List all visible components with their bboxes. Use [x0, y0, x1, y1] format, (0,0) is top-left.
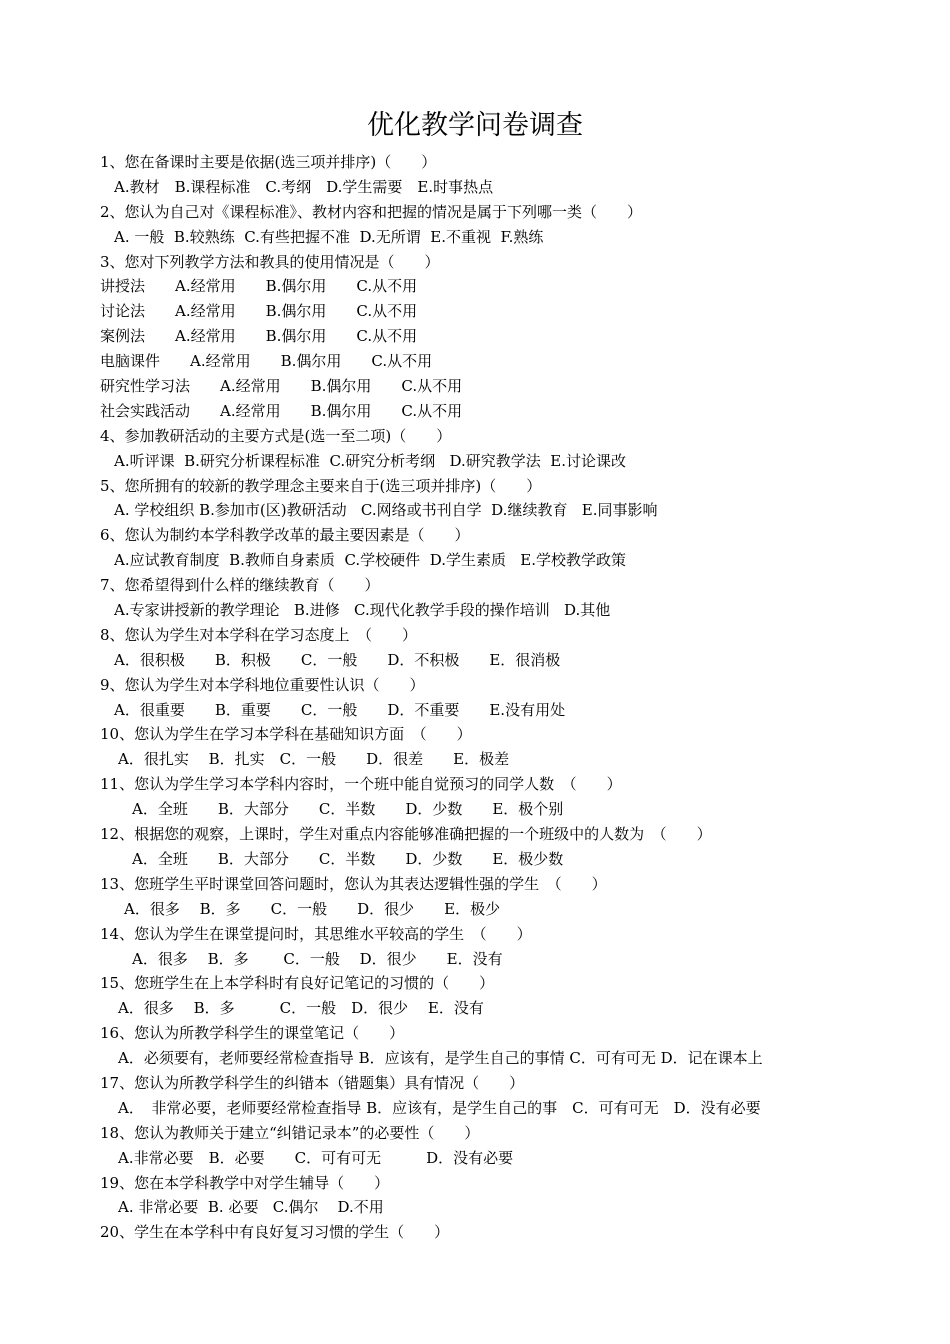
- question-text: 13、您班学生平时课堂回答问题时，您认为其表达逻辑性强的学生 （ ）: [100, 874, 607, 893]
- method-row: 研究性学习法 A.经常用 B.偶尔用 C.从不用: [100, 377, 463, 396]
- question-text: 1、您在备课时主要是依据(选三项并排序)（ ）: [100, 153, 437, 171]
- method-row: 案例法 A.经常用 B.偶尔用 C.从不用: [100, 327, 418, 346]
- question-text: 2、您认为自己对《课程标准》、教材内容和把握的情况是属于下列哪一类（ ）: [100, 202, 643, 221]
- question-text: 14、您认为学生在课堂提问时，其思维水平较高的学生 （ ）: [100, 924, 532, 943]
- answer-options: A．很多 B．多 C．一般 D．很少 E．极少: [124, 899, 501, 918]
- answer-options: A.应试教育制度 B.教师自身素质 C.学校硬件 D.学生素质 E.学校教学政策: [114, 551, 626, 570]
- answer-options: A.听评课 B.研究分析课程标准 C.研究分析考纲 D.研究教学法 E.讨论课改: [114, 451, 626, 470]
- answer-options: A.非常必要 B．必要 C．可有可无 D．没有必要: [118, 1148, 514, 1167]
- question-text: 17、您认为所教学科学生的纠错本（错题集）具有情况（ ）: [100, 1073, 525, 1092]
- page-title: 优化教学问卷调查: [367, 110, 583, 141]
- method-row: 讨论法 A.经常用 B.偶尔用 C.从不用: [100, 302, 418, 321]
- answer-options: A．很扎实 B．扎实 C．一般 D．很差 E．极差: [118, 750, 510, 769]
- question-text: 18、您认为教师关于建立“纠错记录本”的必要性（ ）: [100, 1123, 480, 1142]
- question-text: 3、您对下列教学方法和教具的使用情况是（ ）: [100, 252, 440, 271]
- question-text: 12、根据您的观察，上课时，学生对重点内容能够准确把握的一个班级中的人数为 （ ）: [100, 825, 712, 844]
- method-row: 电脑课件 A.经常用 B.偶尔用 C.从不用: [100, 352, 433, 371]
- answer-options: A．全班 B．大部分 C．半数 D．少数 E．极少数: [132, 849, 564, 868]
- answer-options: A．必须要有，老师要经常检查指导 B．应该有，是学生自己的事情 C．可有可无 D．记在课本上: [118, 1049, 763, 1068]
- method-row: 社会实践活动 A.经常用 B.偶尔用 C.从不用: [100, 401, 463, 420]
- question-text: 19、您在本学科教学中对学生辅导（ ）: [100, 1173, 390, 1192]
- answer-options: A．很多 B．多 C．一般 D．很少 E．没有: [132, 949, 503, 968]
- answer-options: A．很重要 B．重要 C．一般 D．不重要 E.没有用处: [114, 700, 566, 719]
- answer-options: A. 学校组织 B.参加市(区)教研活动 C.网络或书刊自学 D.继续教育 E.同事影响: [114, 501, 658, 520]
- answer-options: A．很积极 B．积极 C．一般 D．不积极 E．很消极: [114, 650, 561, 669]
- answer-options: A．全班 B．大部分 C．半数 D．少数 E．极个别: [132, 800, 564, 819]
- method-row: 讲授法 A.经常用 B.偶尔用 C.从不用: [100, 277, 418, 296]
- question-text: 5、您所拥有的较新的教学理念主要来自于(选三项并排序)（ ）: [100, 476, 542, 495]
- question-text: 20、学生在本学科中有良好复习习惯的学生（ ）: [100, 1223, 450, 1242]
- question-text: 7、您希望得到什么样的继续教育（ ）: [100, 576, 380, 595]
- answer-options: A． 非常必要，老师要经常检查指导 B．应该有，是学生自己的事 C．可有可无 D．没有必要: [118, 1098, 761, 1117]
- answer-options: A. 非常必要 B. 必要 C.偶尔 D.不用: [118, 1198, 384, 1217]
- answer-options: A．很多 B．多 C．一般 D．很少 E．没有: [118, 999, 484, 1018]
- question-text: 8、您认为学生对本学科在学习态度上 （ ）: [100, 625, 418, 644]
- question-text: 10、您认为学生在学习本学科在基础知识方面 （ ）: [100, 725, 472, 744]
- question-text: 9、您认为学生对本学科地位重要性认识（ ）: [100, 675, 425, 694]
- question-text: 11、您认为学生学习本学科内容时，一个班中能自觉预习的同学人数 （ ）: [100, 775, 622, 794]
- answer-options: A. 一般 B.较熟练 C.有些把握不准 D.无所谓 E.不重视 F.熟练: [114, 227, 544, 246]
- question-text: 15、您班学生在上本学科时有良好记笔记的习惯的（ ）: [100, 974, 495, 993]
- answer-options: A.教材 B.课程标准 C.考纲 D.学生需要 E.时事热点: [114, 177, 494, 196]
- question-text: 4、参加教研活动的主要方式是(选一至二项)（ ）: [100, 426, 452, 445]
- question-text: 6、您认为制约本学科教学改革的最主要因素是（ ）: [100, 526, 470, 545]
- question-text: 16、您认为所教学科学生的课堂笔记（ ）: [100, 1024, 405, 1043]
- answer-options: A.专家讲授新的教学理论 B.进修 C.现代化教学手段的操作培训 D.其他: [114, 601, 611, 620]
- questionnaire-body: [100, 150, 940, 1245]
